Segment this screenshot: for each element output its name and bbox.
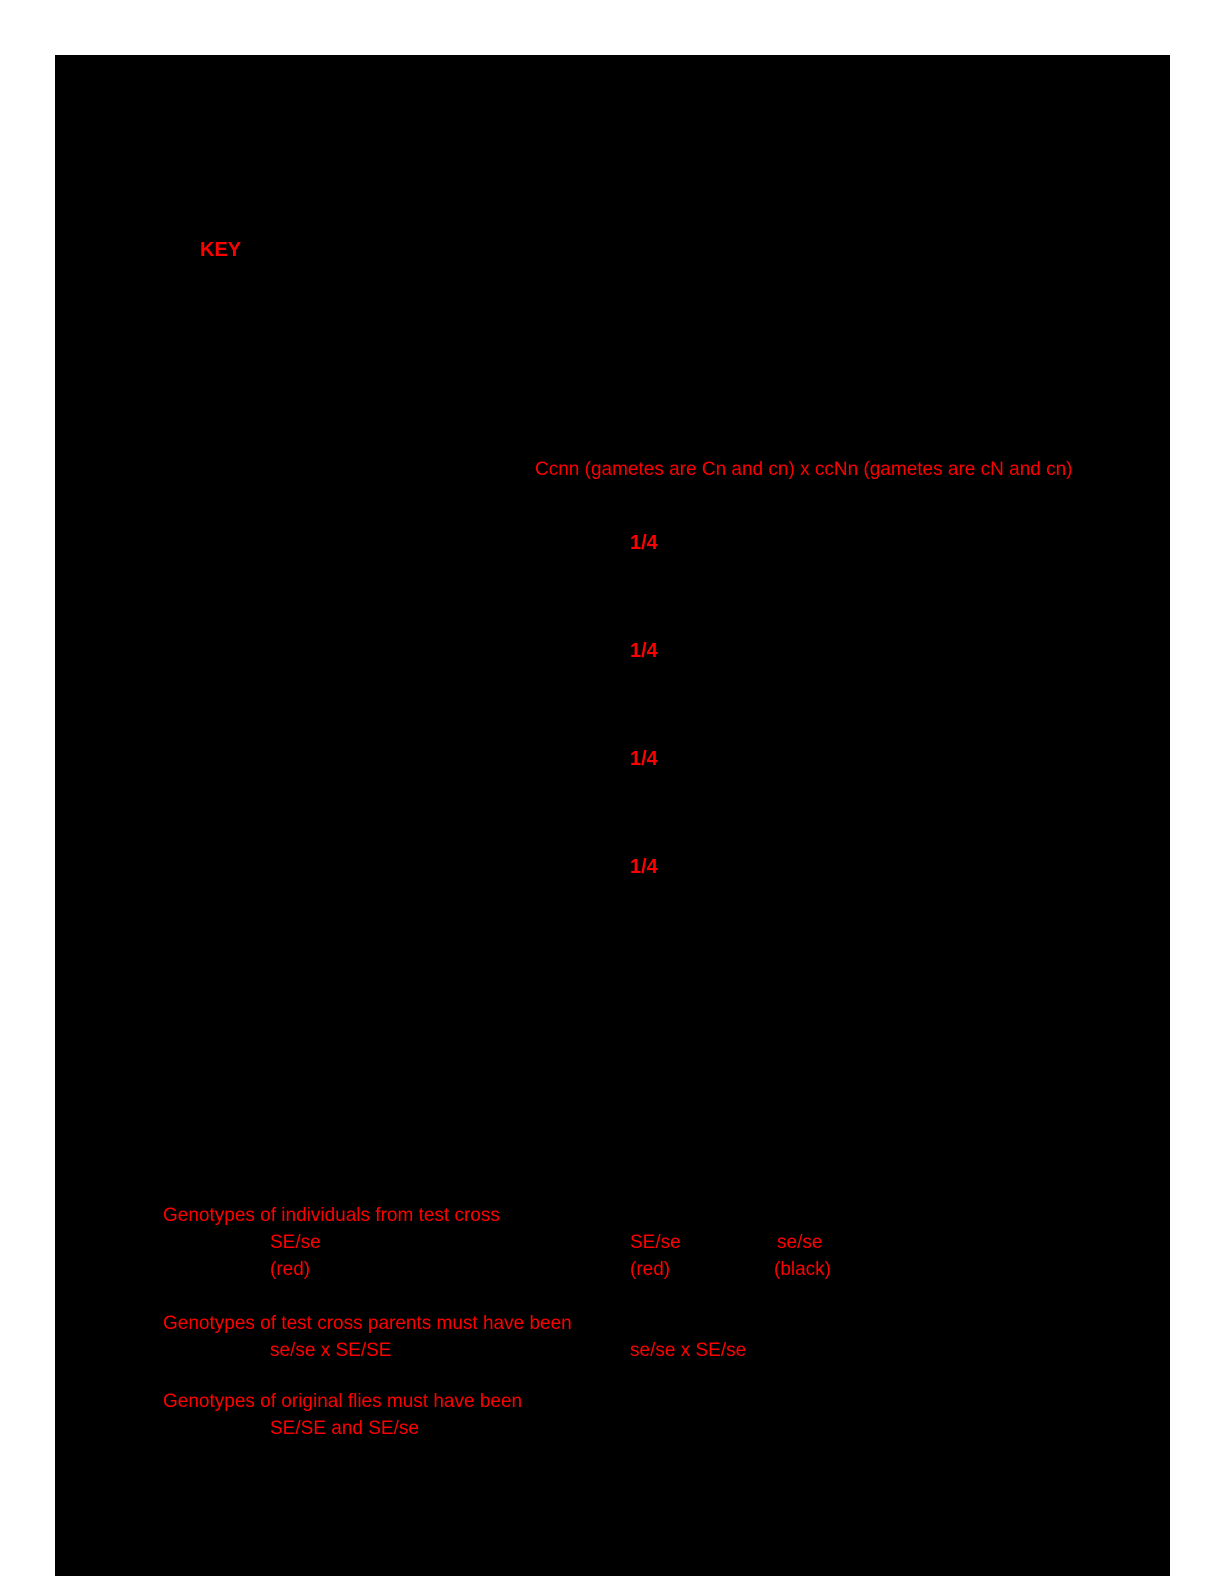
parents-genotype-answer: se/se x SE/SE: [270, 1340, 392, 1361]
original-flies-answer: SE/SE and SE/se: [270, 1418, 419, 1439]
parents-heading: Genotypes of test cross parents must have been: [163, 1313, 572, 1334]
answer-key-label: KEY: [200, 239, 242, 261]
individual-genotype: SE/se: [270, 1232, 321, 1253]
fraction-answer: 1/4: [630, 532, 658, 554]
blacked-out-document-canvas: [55, 55, 1170, 1576]
parents-genotype-answer: se/se x SE/se: [630, 1340, 747, 1361]
individual-genotype: se/se: [777, 1232, 823, 1253]
individual-phenotype: (black): [774, 1259, 832, 1280]
individual-phenotype: (red): [630, 1259, 671, 1280]
fraction-answer: 1/4: [630, 748, 658, 770]
individuals-heading: Genotypes of individuals from test cross: [163, 1205, 500, 1226]
original-flies-heading: Genotypes of original flies must have been: [163, 1391, 523, 1412]
cross-genotype-answer: Ccnn (gametes are Cn and cn) x ccNn (gametes are cN and cn): [535, 459, 1073, 480]
individual-genotype: SE/se: [630, 1232, 681, 1253]
individual-phenotype: (red): [270, 1259, 311, 1280]
fraction-answer: 1/4: [630, 856, 658, 878]
fraction-answer: 1/4: [630, 640, 658, 662]
